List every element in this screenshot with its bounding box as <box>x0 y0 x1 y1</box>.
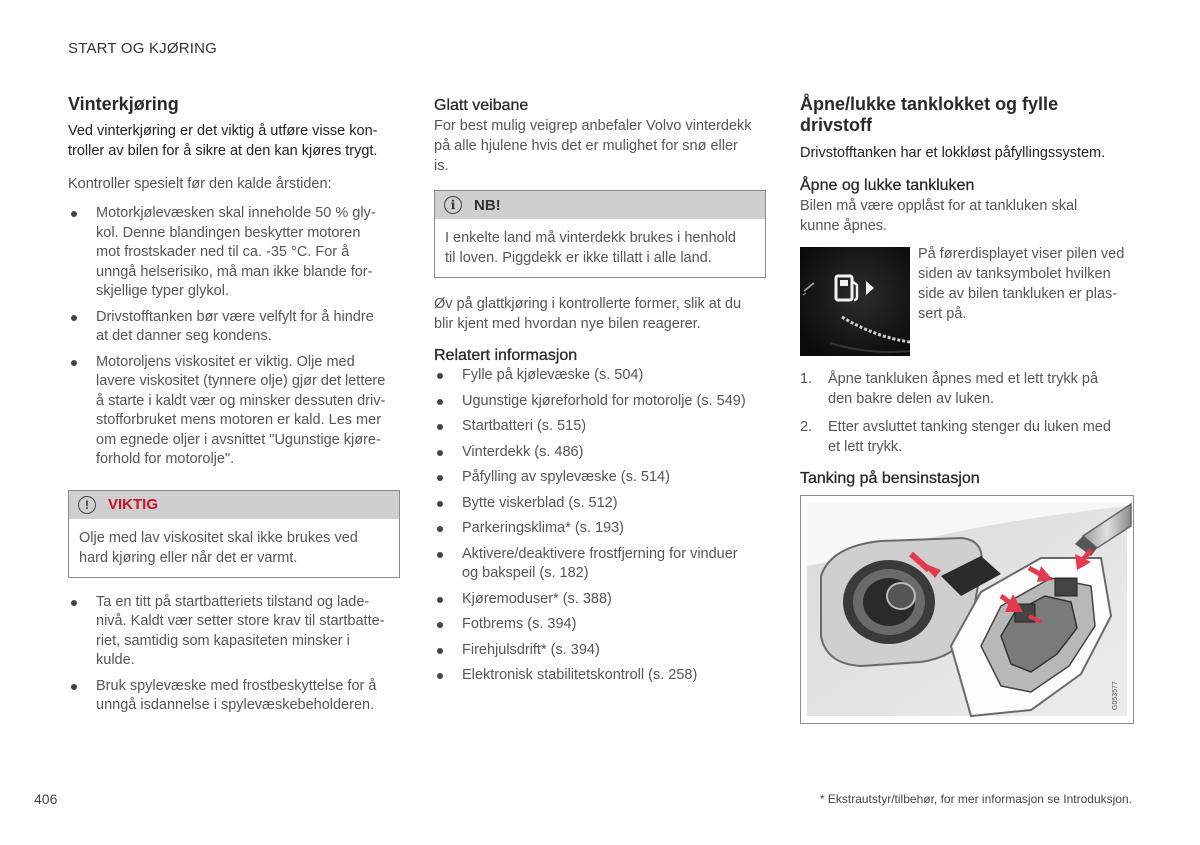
unlock-para: Bilen må være opplåst for at tankluken skal kunne åpnes. <box>800 198 1078 234</box>
related-link[interactable]: Fotbrems (s. 394) <box>434 615 766 635</box>
related-list <box>434 366 766 686</box>
winter-checklist-continued <box>68 593 400 716</box>
display-caption: På førerdisplayet viser pilen ved siden av tanksymbolet hvilken side av bilen tankluken er plas- sert på. <box>918 246 1125 322</box>
related-link[interactable]: Vinterdekk (s. 486) <box>434 443 766 463</box>
list-item: Motorkjølevæsken skal inneholde 50 % gly- kol. Denne blandingen beskytter motoren mot frostskader ned til ca. -35 °C. For å unngå helserisiko, må man ikke blande for- skjellige typer glykol. <box>68 204 400 302</box>
running-header: START OG KJØRING <box>68 40 218 57</box>
page-number: 406 <box>34 791 58 807</box>
related-link[interactable]: Ugunstige kjøreforhold for motorolje (s. 549) <box>434 392 766 412</box>
info-icon: i <box>444 196 462 214</box>
steps-list <box>800 370 1134 457</box>
subtitle-refuelling: Tanking på bensinstasjon <box>800 470 980 487</box>
related-link[interactable]: Parkeringsklima* (s. 193) <box>434 519 766 539</box>
winter-checklist <box>68 204 400 470</box>
related-link[interactable]: Påfylling av spylevæske (s. 514) <box>434 468 766 488</box>
fuel-lead: Drivstofftanken har et lokkløst påfyllingssystem. <box>800 145 1106 161</box>
related-link[interactable]: Bytte viskerblad (s. 512) <box>434 494 766 514</box>
related-link[interactable]: Elektronisk stabilitetskontroll (s. 258) <box>434 666 766 686</box>
list-item: Bruk spylevæske med frostbeskyttelse for å unngå isdannelse i spylevæskebeholderen. <box>68 677 400 716</box>
warning-icon: ! <box>78 496 96 514</box>
related-link[interactable]: Startbatteri (s. 515) <box>434 417 766 437</box>
figure-code: G053577 <box>1112 681 1119 710</box>
warning-body: Olje med lav viskositet skal ikke brukes ved hard kjøring eller når det er varmt. <box>79 529 358 566</box>
related-link[interactable]: Firehjulsdrift* (s. 394) <box>434 641 766 661</box>
footnote: * Ekstrautstyr/tilbehør, for mer informasjon se Introduksjon. <box>819 792 1132 806</box>
step-item: 2. Etter avsluttet tanking stenger du luken med et lett trykk. <box>800 419 1111 455</box>
winter-intro: Kontroller spesielt før den kalde årstiden: <box>68 176 332 192</box>
list-item: Ta en titt på startbatteriets tilstand og lade- nivå. Kaldt vær setter store krav til startbatte- riet, samtidig som kapasiteten minsker i kulde. <box>68 593 400 671</box>
section-title-fuel: Åpne/lukke tanklokket og fylle drivstoff <box>800 94 1059 135</box>
subtitle-open-close: Åpne og lukke tankluken <box>800 177 975 194</box>
list-item: Motoroljens viskositet er viktig. Olje med lavere viskositet (tynnere olje) gjør det lettere å starte i kaldt vær og minsker dessuten driv- stofforbruket mens motoren er kald. Les mer om egnede oljer i avsnittet "Ugunstige kjøre- forhold for motorolje". <box>68 353 400 470</box>
slippery-para: For best mulig veigrep anbefaler Volvo vinterdekk på alle hjulene hvis det er mulighet for snø eller is. <box>434 118 752 174</box>
subtitle-slippery-road: Glatt veibane <box>434 97 529 114</box>
column-fuel-cap <box>800 94 1134 724</box>
warning-box <box>68 490 400 578</box>
list-item: Drivstofftanken bør være velfylt for å hindre at det danner seg kondens. <box>68 308 400 347</box>
display-row <box>800 244 1134 358</box>
related-link[interactable]: Fylle på kjølevæske (s. 504) <box>434 366 766 386</box>
note-box <box>434 190 766 278</box>
column-winter-driving <box>68 94 400 716</box>
section-title-winter: Vinterkjøring <box>68 94 179 114</box>
related-link[interactable]: Aktivere/deaktivere frostfjerning for vinduer og bakspeil (s. 182) <box>434 545 766 584</box>
warning-header <box>69 491 399 519</box>
warning-title: VIKTIG <box>108 496 159 513</box>
step-item: 1. Åpne tankluken åpnes med et lett trykk på den bakre delen av luken. <box>800 371 1099 407</box>
refuel-illustration <box>800 495 1134 724</box>
driver-display-image <box>800 247 910 356</box>
related-link[interactable]: Kjøremoduser* (s. 388) <box>434 590 766 610</box>
note-title: NB! <box>474 196 501 214</box>
winter-lead: Ved vinterkjøring er det viktig å utføre visse kon- troller av bilen for å sikre at den kan kjøres trygt. <box>68 123 378 159</box>
note-header <box>435 191 765 219</box>
practice-para: Øv på glattkjøring i kontrollerte former, slik at du blir kjent med hvordan nye bilen reagerer. <box>434 296 742 332</box>
related-title: Relatert informasjon <box>434 347 578 364</box>
column-slippery-road <box>434 94 766 686</box>
note-body: I enkelte land må vinterdekk brukes i henhold til loven. Piggdekk er ikke tillatt i alle land. <box>445 230 736 266</box>
